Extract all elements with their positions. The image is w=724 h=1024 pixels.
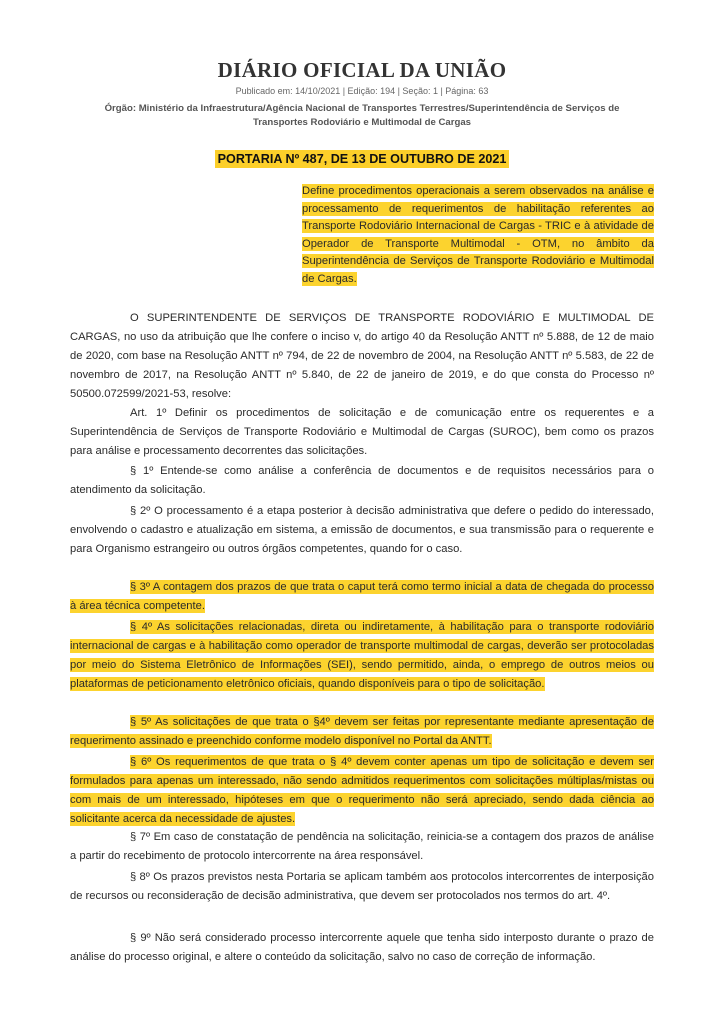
ementa-text: Define procedimentos operacionais a serem observados na análise e processamento de requerimentos de habilitação referentes ao Transporte Rodoviário Internacional de Cargas - TRIC e à atividade de Operador de Transporte Multimodal - OTM, no âmbito da Superintendência de Serviços de Transporte Rodoviário e Multimodal de Cargas.	[302, 185, 654, 285]
preamble-paragraph	[70, 309, 654, 404]
paragraph-text: § 5º As solicitações de que trata o §4º devem ser feitas por representante mediante apresentação de requerimento assinado e preenchido conforme modelo disponível no Portal da ANTT.	[70, 716, 654, 747]
paragraph-9	[70, 929, 654, 967]
portaria-title: PORTARIA Nº 487, DE 13 DE OUTUBRO DE 2021	[215, 150, 510, 168]
paragraph-3	[70, 578, 654, 616]
paragraph-2	[70, 502, 654, 559]
paragraph-text: § 3º A contagem dos prazos de que trata o caput terá como termo inicial a data de chegada do processo à área técnica competente.	[70, 581, 654, 612]
paragraph-5	[70, 713, 654, 751]
paragraph-text: § 8º Os prazos previstos nesta Portaria se aplicam também aos protocolos intercorrentes de interposição de recursos ou reconsideração de decisão administrativa, que devem ser protocolados nos termos do art. 4º.	[70, 871, 654, 902]
paragraph-8	[70, 868, 654, 906]
paragraph-text: § 9º Não será considerado processo intercorrente aquele que tenha sido interposto durante o prazo de análise do processo original, e altere o conteúdo da solicitação, salvo no caso de correção de informação.	[70, 932, 654, 963]
paragraph-text: § 2º O processamento é a etapa posterior à decisão administrativa que defere o pedido do interessado, envolvendo o cadastro e atualização em sistema, a emissão de documentos, e sua transmissão para o requerente e para Organismo estrangeiro ou outros órgãos competentes, quando for o caso.	[70, 505, 654, 555]
article-1-paragraph	[70, 404, 654, 461]
orgao-line: Órgão: Ministério da Infraestrutura/Agência Nacional de Transportes Terrestres/Superintendência de Serviços de Transportes Rodoviário e Multimodal de Cargas	[104, 103, 620, 128]
publication-info: Publicado em: 14/10/2021 | Edição: 194 | Seção: 1 | Página: 63	[235, 86, 489, 96]
paragraph-4	[70, 618, 654, 694]
ementa	[302, 183, 654, 289]
portaria-heading	[0, 150, 724, 168]
paragraph-1	[70, 462, 654, 500]
masthead-title: DIÁRIO OFICIAL DA UNIÃO	[217, 58, 507, 82]
paragraph-text: § 4º As solicitações relacionadas, direta ou indiretamente, à habilitação para o transporte rodoviário internacional de cargas e à habilitação como operador de transporte multimodal de cargas, deverão ser protocoladas por meio do Sistema Eletrônico de Informações (SEI), sendo permitido, ainda, o emprego de outros meios ou plataformas de peticionamento eletrônico oficiais, quando disponíveis para o tipo de solicitação.	[70, 621, 654, 690]
paragraph-text: § 6º Os requerimentos de que trata o § 4º devem conter apenas um tipo de solicitação e devem ser formulados para apenas um interessado, não sendo admitidos requerimentos com solicitações múltiplas/mistas ou com mais de um interessado, hipóteses em que o requerimento não será apreciado, sendo dada ciência ao solicitante acerca da necessidade de ajustes.	[70, 756, 654, 825]
paragraph-6	[70, 753, 654, 829]
paragraph-text: § 7º Em caso de constatação de pendência na solicitação, reinicia-se a contagem dos prazos de análise a partir do recebimento de protocolo intercorrente na área responsável.	[70, 831, 654, 862]
paragraph-text: Art. 1º Definir os procedimentos de solicitação e de comunicação entre os requerentes e a Superintendência de Serviços de Transporte Rodoviário e Multimodal de Cargas (SUROC), bem como os prazos para análise e processamento decorrentes das solicitações.	[70, 407, 654, 457]
paragraph-text: § 1º Entende-se como análise a conferência de documentos e de requisitos necessários para o atendimento da solicitação.	[70, 465, 654, 496]
paragraph-text: O SUPERINTENDENTE DE SERVIÇOS DE TRANSPORTE RODOVIÁRIO E MULTIMODAL DE CARGAS, no uso da atribuição que lhe confere o inciso v, do artigo 40 da Resolução ANTT nº 5.888, de 12 de maio de 2020, com base na Resolução ANTT nº 794, de 22 de novembro de 2004, na Resolução ANTT nº 5.583, de 22 de novembro de 2017, na Resolução ANTT nº 5.840, de 22 de janeiro de 2019, e do que consta do Processo nº 50500.072599/2021-53, resolve:	[70, 312, 654, 400]
paragraph-7	[70, 828, 654, 866]
